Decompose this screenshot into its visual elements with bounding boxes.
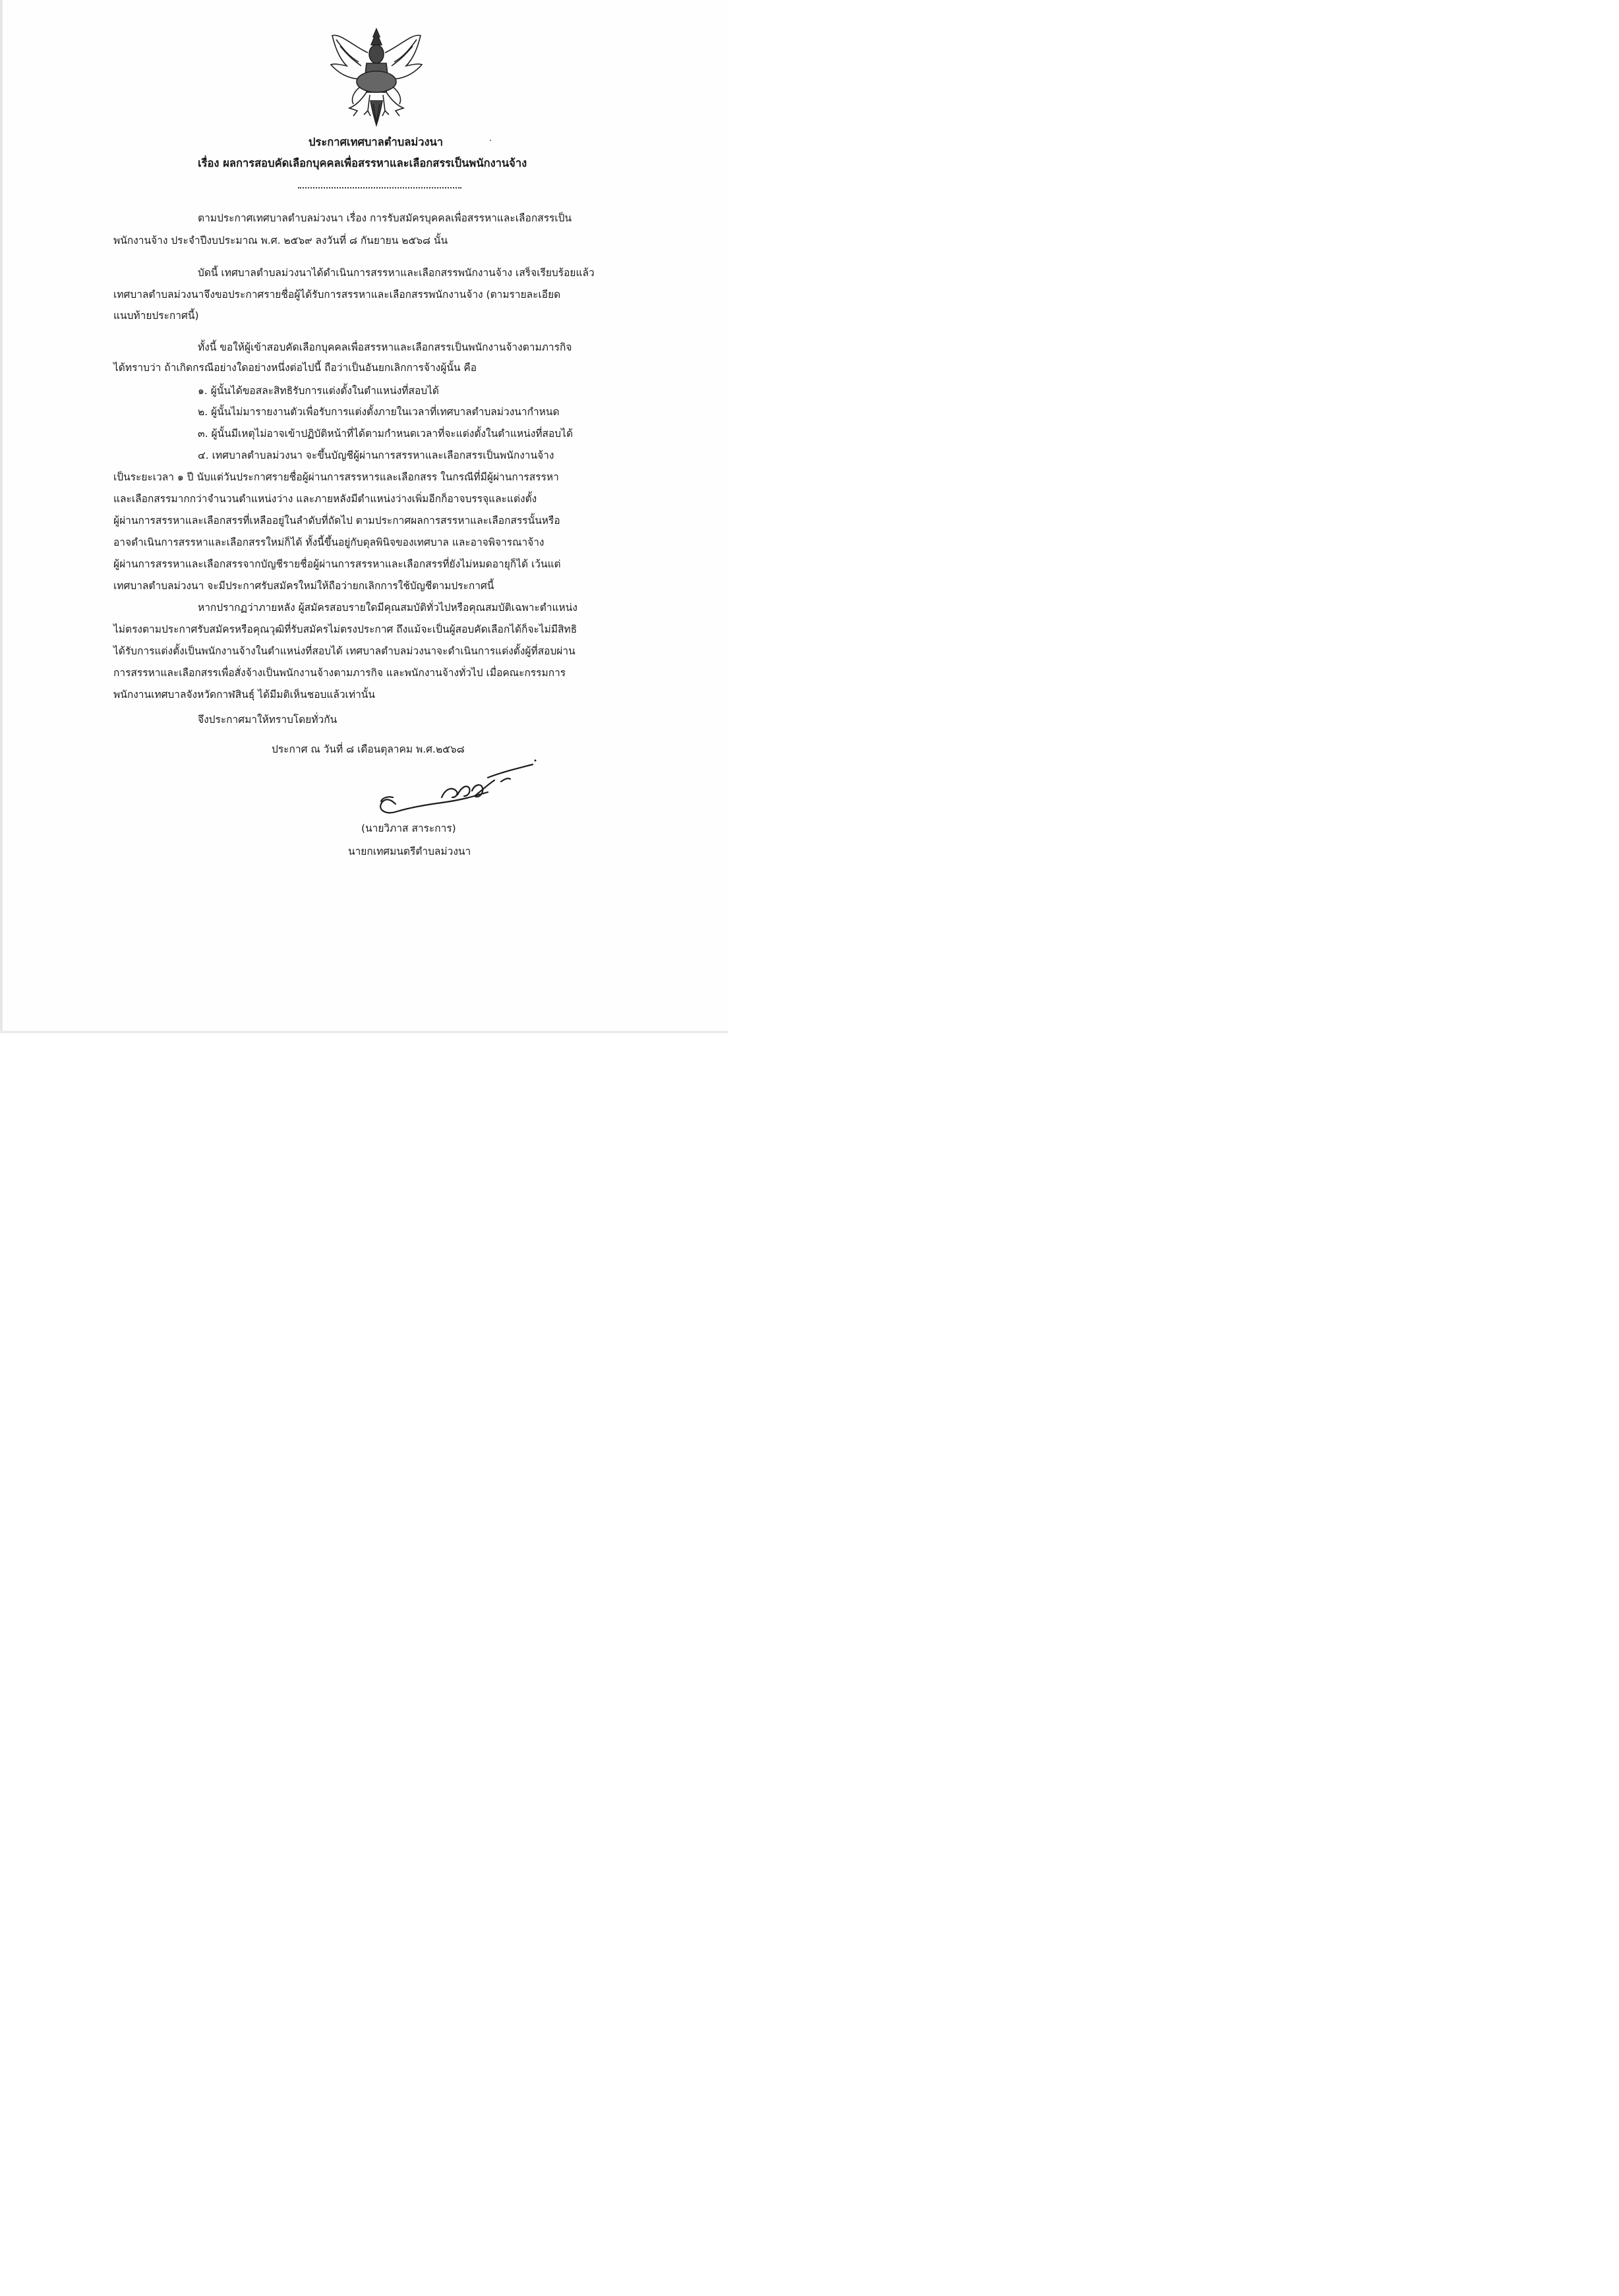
signer-title: นายกเทศมนตรีตำบลม่วงนา	[348, 846, 471, 857]
paragraph-3-line-1: ทั้งนี้ ขอให้ผู้เข้าสอบคัดเลือกบุคคลเพื่อสรรหาและเลือกสรรเป็นพนักงานจ้างตามภารกิจ	[198, 341, 572, 353]
paragraph-2-line-1: บัดนี้ เทศบาลตำบลม่วงนาได้ดำเนินการสรรหาและเลือกสรรพนักงานจ้าง เสร็จเรียบร้อยแล้ว	[198, 267, 595, 279]
paragraph-4-line-3: และเลือกสรรมากกว่าจำนวนตำแหน่งว่าง และภายหลังมีตำแหน่งว่างเพิ่มอีกก็อาจบรรจุและแต่งตั้ง	[113, 493, 537, 505]
paragraph-4-line-2: เป็นระยะเวลา ๑ ปี นับแต่วันประกาศรายชื่อผู้ผ่านการสรรหารและเลือกสรร ในกรณีที่มีผู้ผ่านการสรรหา	[113, 471, 559, 483]
paragraph-5-line-4: การสรรหาและเลือกสรรเพื่อสั่งจ้างเป็นพนักงานจ้างตามภารกิจ และพนักงานจ้างทั่วไป เมื่อคณะกรรมการ	[113, 667, 566, 679]
condition-item-2: ๒. ผู้นั้นไม่มารายงานตัวเพื่อรับการแต่งตั้งภายในเวลาที่เทศบาลตำบลม่วงนากำหนด	[198, 406, 560, 418]
paragraph-5-line-1: หากปรากฏว่าภายหลัง ผู้สมัครสอบรายใดมีคุณสมบัติทั่วไปหรือคุณสมบัติเฉพาะตำแหน่ง	[198, 602, 577, 614]
announcement-subject: เรื่อง ผลการสอบคัดเลือกบุคคลเพื่อสรรหาและเลือกสรรเป็นพนักงานจ้าง	[198, 157, 527, 169]
scan-speck	[490, 140, 491, 141]
paragraph-4-line-1: ๔. เทศบาลตำบลม่วงนา จะขึ้นบัญชีผู้ผ่านการสรรหาและเลือกสรรเป็นพนักงานจ้าง	[198, 449, 554, 461]
paragraph-5-line-3: ได้รับการแต่งตั้งเป็นพนักงานจ้างในตำแหน่งที่สอบได้ เทศบาลตำบลม่วงนาจะดำเนินการแต่งตั้งผู้ที่สอบผ่าน	[113, 645, 575, 657]
title-separator	[298, 187, 461, 188]
paragraph-4-line-6: ผู้ผ่านการสรรหาและเลือกสรรจากบัญชีรายชื่อผู้ผ่านการสรรหาและเลือกสรรที่ยังไม่หมดอายุก็ได้ เว้นแต่	[113, 558, 561, 570]
paragraph-3-line-2: ได้ทราบว่า ถ้าเกิดกรณีอย่างใดอย่างหนึ่งต่อไปนี้ ถือว่าเป็นอันยกเลิกการจ้างผู้นั้น คือ	[113, 362, 477, 374]
signer-name: (นายวิภาส สาระการ)	[361, 822, 456, 834]
paragraph-5-line-2: ไม่ตรงตามประกาศรับสมัครหรือคุณวุฒิที่รับสมัครไม่ตรงประกาศ ถึงแม้จะเป็นผู้สอบคัดเลือกได้ก็จะไม่มีสิทธิ	[113, 623, 577, 635]
garuda-emblem-icon	[327, 26, 426, 129]
condition-item-1: ๑. ผู้นั้นได้ขอสละสิทธิรับการแต่งตั้งในตำแหน่งที่สอบได้	[198, 385, 439, 397]
paragraph-5-line-5: พนักงานเทศบาลจังหวัดกาฬสินธุ์ ได้มีมติเห็นชอบแล้วเท่านั้น	[113, 689, 375, 701]
document-page	[0, 0, 728, 1033]
paragraph-2-line-3: แนบท้ายประกาศนี้)	[113, 310, 199, 322]
announcement-title: ประกาศเทศบาลตำบลม่วงนา	[309, 136, 444, 148]
condition-item-3: ๓. ผู้นั้นมีเหตุไม่อาจเข้าปฏิบัติหน้าที่ได้ตามกำหนดเวลาที่จะแต่งตั้งในตำแหน่งที่สอบได้	[198, 428, 574, 440]
paragraph-4-line-7: เทศบาลตำบลม่วงนา จะมีประกาศรับสมัครใหม่ให้ถือว่ายกเลิกการใช้บัญชีตามประกาศนี้	[113, 580, 494, 592]
paragraph-4-line-4: ผู้ผ่านการสรรหาและเลือกสรรที่เหลืออยู่ในลำดับที่ถัดไป ตามประกาศผลการสรรหาและเลือกสรรนั้นหรือ	[113, 515, 560, 527]
paragraph-1-line-1: ตามประกาศเทศบาลตำบลม่วงนา เรื่อง การรับสมัครบุคคลเพื่อสรรหาและเลือกสรรเป็น	[198, 212, 572, 224]
paragraph-1-line-2: พนักงานจ้าง ประจำปีงบประมาณ พ.ศ. ๒๕๖๙ ลงวันที่ ๘ กันยายน ๒๕๖๘ นั้น	[113, 235, 448, 246]
closing-line: จึงประกาศมาให้ทราบโดยทั่วกัน	[198, 714, 338, 726]
scan-edge-bottom	[0, 1031, 728, 1033]
announcement-date: ประกาศ ณ วันที่ ๘ เดือนตุลาคม พ.ศ.๒๕๖๘	[272, 743, 465, 755]
paragraph-2-line-2: เทศบาลตำบลม่วงนาจึงขอประกาศรายชื่อผู้ได้รับการสรรหาและเลือกสรรพนักงานจ้าง (ตามรายละเอียด	[113, 289, 561, 301]
signature-icon	[369, 758, 541, 824]
paragraph-4-line-5: อาจดำเนินการสรรหาและเลือกสรรใหม่ก็ได้ ทั้งนี้ขึ้นอยู่กับดุลพินิจของเทศบาล และอาจพิจารณาจ้าง	[113, 536, 545, 548]
scan-edge-left	[0, 0, 3, 1033]
